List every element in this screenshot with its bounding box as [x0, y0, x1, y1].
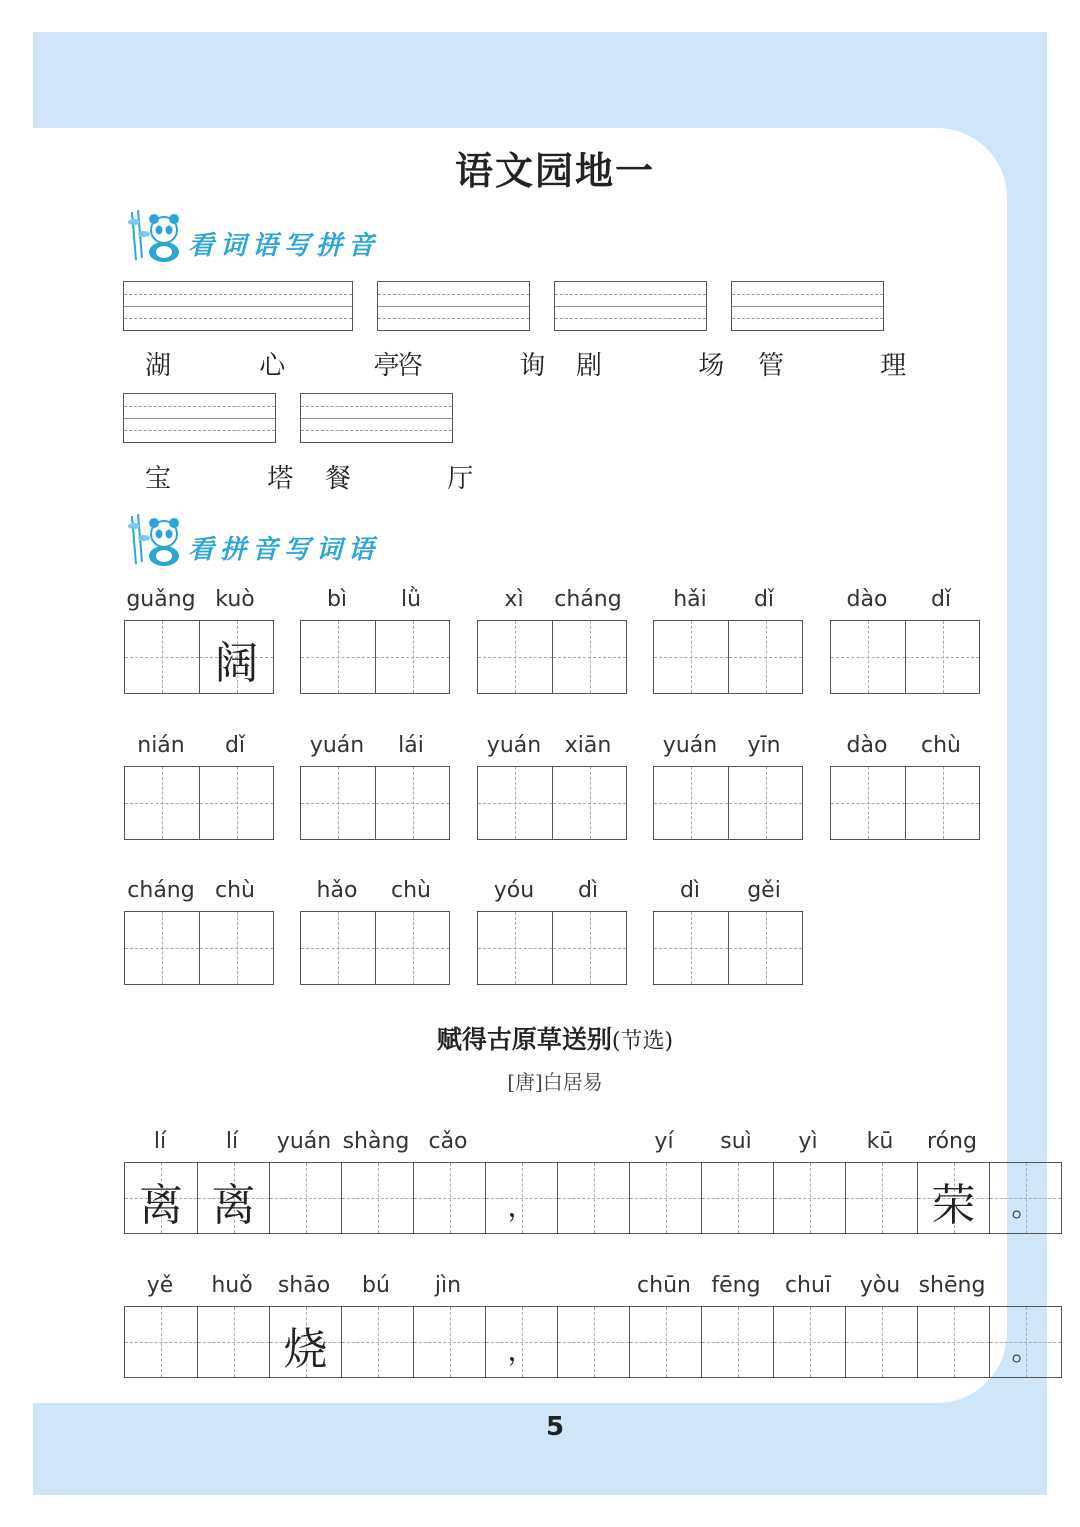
writing-cell[interactable] — [478, 767, 552, 839]
poem-writing-cell[interactable] — [197, 1307, 269, 1377]
poem-pinyin: yě — [146, 1273, 174, 1298]
poem-author: [唐]白居易 — [507, 1070, 603, 1094]
tianzige-pair — [124, 620, 274, 694]
poem-pinyin: shēng — [918, 1273, 986, 1298]
cell-character: 烧 — [283, 1324, 328, 1375]
poem-pinyin: cǎo — [428, 1129, 468, 1154]
poem-writing-cell[interactable] — [773, 1163, 845, 1233]
writing-cell[interactable] — [654, 621, 728, 693]
punctuation-mark: ， — [507, 1334, 536, 1367]
writing-cell[interactable] — [301, 912, 375, 984]
pinyin-label: dào — [846, 587, 888, 612]
writing-cell[interactable] — [905, 767, 979, 839]
writing-cell[interactable] — [375, 767, 449, 839]
pinyin-label: yuán — [662, 733, 718, 758]
pinyin-label: chù — [921, 733, 961, 758]
tianzige-pair — [653, 766, 803, 840]
poem-pinyin: bú — [362, 1273, 390, 1298]
writing-cell[interactable] — [375, 912, 449, 984]
writing-cell[interactable] — [831, 621, 905, 693]
poem-pinyin: róng — [927, 1129, 977, 1154]
cell-character: 阔 — [214, 638, 259, 689]
pinyin-label: yóu — [493, 878, 535, 903]
writing-cell[interactable] — [654, 767, 728, 839]
poem-writing-cell[interactable] — [773, 1307, 845, 1377]
poem-writing-cell[interactable] — [629, 1163, 701, 1233]
poem-title-note: (节选) — [611, 1029, 674, 1054]
poem-writing-cell[interactable] — [917, 1163, 989, 1233]
pinyin-label: dì — [577, 878, 599, 903]
writing-cell[interactable] — [199, 912, 273, 984]
writing-cell[interactable] — [552, 912, 626, 984]
page-title: 语文园地一 — [454, 148, 655, 193]
tianzige-pair — [653, 620, 803, 694]
poem-pinyin: fēng — [711, 1273, 761, 1298]
tianzige-pair — [300, 911, 450, 985]
poem-writing-cell[interactable] — [845, 1307, 917, 1377]
poem-pinyin: lí — [153, 1129, 167, 1154]
punctuation-mark: ， — [507, 1190, 536, 1223]
poem-pinyin: chuī — [784, 1273, 832, 1298]
poem-title-main: 赋得古原草送别 — [436, 1025, 612, 1054]
poem-pinyin: yì — [798, 1129, 818, 1154]
word-label: 餐 厅 — [325, 464, 518, 494]
pinyin-label: dì — [679, 878, 701, 903]
word-label: 湖 心 亭 — [145, 351, 440, 381]
pinyin-label: xì — [504, 587, 524, 612]
pinyin-box[interactable] — [377, 281, 530, 331]
writing-cell[interactable] — [478, 621, 552, 693]
poem-pinyin: lí — [225, 1129, 239, 1154]
writing-cell[interactable] — [125, 767, 199, 839]
poem-writing-cell[interactable] — [125, 1307, 197, 1377]
word-label: 咨 询 — [397, 351, 590, 381]
poem-writing-cell[interactable] — [341, 1307, 413, 1377]
tianzige-pair — [300, 766, 450, 840]
poem-writing-cell[interactable] — [485, 1307, 557, 1377]
poem-writing-cell[interactable] — [557, 1163, 629, 1233]
section-title-write-words: 看拼音写词语 — [188, 535, 381, 565]
poem-pinyin: kū — [866, 1129, 894, 1154]
poem-cell-row — [124, 1162, 1062, 1234]
poem-writing-cell[interactable] — [269, 1307, 341, 1377]
poem-cell-row — [124, 1306, 1062, 1378]
pinyin-label: bì — [326, 587, 348, 612]
pinyin-label: kuò — [215, 587, 255, 612]
pinyin-label: yuán — [486, 733, 542, 758]
writing-cell[interactable] — [199, 767, 273, 839]
pinyin-label: xiān — [564, 733, 612, 758]
poem-writing-cell[interactable] — [989, 1307, 1061, 1377]
cell-character: 荣 — [931, 1180, 976, 1231]
pinyin-label: dǐ — [753, 587, 775, 612]
poem-writing-cell[interactable] — [989, 1163, 1061, 1233]
writing-cell[interactable] — [478, 912, 552, 984]
poem-pinyin: jìn — [434, 1273, 462, 1298]
poem-writing-cell[interactable] — [701, 1163, 773, 1233]
poem-pinyin: chūn — [637, 1273, 691, 1298]
poem-pinyin: shāo — [277, 1273, 331, 1298]
writing-cell[interactable] — [199, 621, 273, 693]
word-label: 剧 场 — [576, 351, 769, 381]
pinyin-label: dào — [846, 733, 888, 758]
poem-writing-cell[interactable] — [485, 1163, 557, 1233]
tianzige-pair — [300, 620, 450, 694]
page-number: 5 — [545, 1412, 565, 1442]
pinyin-label: guǎng — [126, 587, 196, 612]
writing-cell[interactable] — [728, 912, 802, 984]
pinyin-box[interactable] — [300, 393, 453, 443]
pinyin-label: dǐ — [930, 587, 952, 612]
poem-writing-cell[interactable] — [413, 1307, 485, 1377]
pinyin-box[interactable] — [123, 281, 353, 331]
writing-cell[interactable] — [905, 621, 979, 693]
pinyin-label: yīn — [747, 733, 781, 758]
writing-cell[interactable] — [728, 621, 802, 693]
tianzige-pair — [477, 620, 627, 694]
writing-cell[interactable] — [654, 912, 728, 984]
poem-writing-cell[interactable] — [629, 1307, 701, 1377]
writing-cell[interactable] — [125, 912, 199, 984]
writing-cell[interactable] — [552, 621, 626, 693]
poem-pinyin: huǒ — [211, 1273, 253, 1298]
tianzige-pair — [653, 911, 803, 985]
pinyin-label: lái — [398, 733, 424, 758]
poem-pinyin: suì — [720, 1129, 752, 1154]
tianzige-pair — [477, 911, 627, 985]
writing-cell[interactable] — [552, 767, 626, 839]
cell-character: 离 — [211, 1180, 256, 1231]
tianzige-pair — [124, 911, 274, 985]
pinyin-label: hǎo — [316, 878, 358, 903]
poem-writing-cell[interactable] — [845, 1163, 917, 1233]
tianzige-pair — [124, 766, 274, 840]
pinyin-box[interactable] — [731, 281, 884, 331]
word-label: 管 理 — [758, 351, 951, 381]
panda-bamboo-icon — [124, 512, 186, 568]
tianzige-pair — [830, 620, 980, 694]
writing-cell[interactable] — [831, 767, 905, 839]
pinyin-label: chù — [215, 878, 255, 903]
poem-writing-cell[interactable] — [341, 1163, 413, 1233]
panda-bamboo-icon — [124, 208, 186, 264]
poem-writing-cell[interactable] — [269, 1163, 341, 1233]
writing-cell[interactable] — [301, 621, 375, 693]
poem-writing-cell[interactable] — [917, 1307, 989, 1377]
poem-writing-cell[interactable] — [197, 1163, 269, 1233]
pinyin-label: hǎi — [673, 587, 707, 612]
punctuation-mark: 。 — [1011, 1334, 1040, 1367]
word-label: 宝 塔 — [145, 464, 338, 494]
section-title-write-pinyin: 看词语写拼音 — [188, 231, 381, 261]
pinyin-label: dǐ — [224, 733, 246, 758]
punctuation-mark: 。 — [1011, 1190, 1040, 1223]
pinyin-label: nián — [137, 733, 185, 758]
writing-cell[interactable] — [301, 767, 375, 839]
poem-pinyin: yòu — [859, 1273, 901, 1298]
pinyin-label: yuán — [309, 733, 365, 758]
poem-writing-cell[interactable] — [557, 1307, 629, 1377]
pinyin-label: cháng — [554, 587, 622, 612]
poem-pinyin: shàng — [342, 1129, 410, 1154]
poem-pinyin: yí — [654, 1129, 674, 1154]
poem-writing-cell[interactable] — [125, 1163, 197, 1233]
pinyin-label: gěi — [747, 878, 781, 903]
poem-writing-cell[interactable] — [701, 1307, 773, 1377]
poem-pinyin: yuán — [276, 1129, 332, 1154]
pinyin-label: cháng — [127, 878, 195, 903]
writing-cell[interactable] — [728, 767, 802, 839]
pinyin-box[interactable] — [123, 393, 276, 443]
tianzige-pair — [830, 766, 980, 840]
tianzige-pair — [477, 766, 627, 840]
poem-title — [0, 1020, 1080, 1056]
pinyin-box[interactable] — [554, 281, 707, 331]
cell-character: 离 — [139, 1180, 183, 1231]
writing-cell[interactable] — [375, 621, 449, 693]
writing-cell[interactable] — [125, 621, 199, 693]
pinyin-label: lǜ — [400, 587, 422, 612]
poem-writing-cell[interactable] — [413, 1163, 485, 1233]
pinyin-label: chù — [391, 878, 431, 903]
